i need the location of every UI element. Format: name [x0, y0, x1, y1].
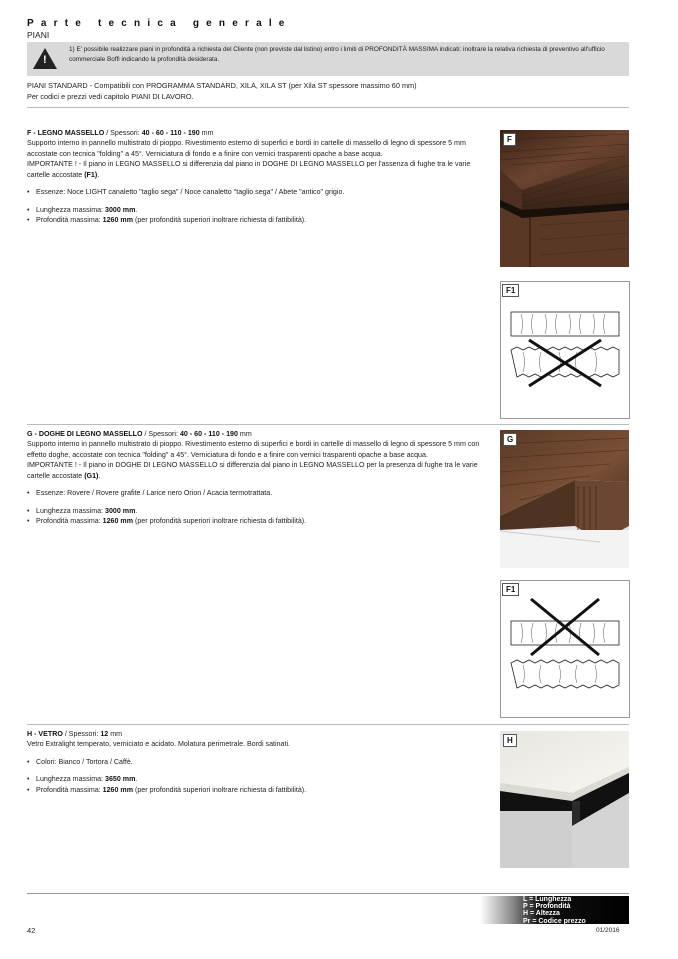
photo-legno-massello: [500, 130, 629, 267]
notice-box: [27, 42, 629, 76]
section-f-essences: • Essenze: Noce LIGHT canaletto "taglio sega" / Noce canaletto "taglio sega" / Abete "antico" grigio.: [27, 187, 492, 197]
divider: [27, 893, 629, 894]
standard-line-2: Per codici e prezzi vedi capitolo PIANI DI LAVORO.: [27, 91, 194, 101]
section-h-colors: • Colori: Bianco / Tortora / Caffè.: [27, 757, 492, 767]
board-section-diagram: [501, 282, 629, 418]
notice-text: 1) E' possibile realizzare piani in profondità a richiesta del Cliente (non previste dal listino) entro i limiti di PROFONDITÀ MASSIMA indicati: inoltrare la relativa richiesta di preventivo all'ufficio commerciale Boffi indicando la profondità desiderata.: [69, 46, 605, 63]
section-h-description: Vetro Extralight temperato, verniciato e acidato. Molatura perimetrale. Bordi satinati.: [27, 740, 290, 749]
walnut-worktop-image: [500, 130, 629, 267]
legend-h: H = Altezza: [523, 910, 560, 918]
section-g: [27, 429, 492, 527]
section-f-depth: • Profondità massima: 1260 mm (per profondità superiori inoltrare richiesta di fattibilità).: [27, 215, 492, 225]
section-h-length: • Lunghezza massima: 3650 mm.: [27, 774, 492, 784]
section-g-length: • Lunghezza massima: 3000 mm.: [27, 506, 492, 516]
legend-pr: Pr = Codice prezzo: [523, 917, 586, 925]
oak-worktop-image: [500, 430, 629, 568]
section-f-important: IMPORTANTE ! - Il piano in LEGNO MASSELLO si differenzia dal piano in DOGHE DI LEGNO MASSELLO per l'assenza di fughe tra le varie cartelle accostate (F1).: [27, 160, 471, 179]
page-subtitle: PIANI: [27, 30, 50, 40]
section-g-depth: • Profondità massima: 1260 mm (per profondità superiori inoltrare richiesta di fattibilità).: [27, 516, 492, 526]
divider: [27, 424, 629, 425]
section-g-description: Supporto interno in pannello multistrato di pioppo. Rivestimento esterno di superfici e bordi in cartelle di massello di legno di spessore 5 mm con effetto doghe, accostate con tecnica "folding" a 45°. Verniciatura di fondo e a finire con vernici trasparenti opache a base acqua.: [27, 440, 480, 459]
section-f: [27, 128, 492, 226]
exclamation-icon: !: [43, 54, 47, 66]
edition-date: 01/2016: [596, 927, 620, 934]
divider: [27, 107, 629, 108]
section-f-description: Supporto interno in pannello multistrato di pioppo. Rivestimento esterno di superfici e bordi in cartelle di massello di legno di spessore 5 mm accostate con tecnica "folding" a 45°. Verniciatura di fondo e a finire con vernici trasparenti opache a base acqua.: [27, 139, 466, 158]
legend-text: [523, 896, 586, 925]
diagram-g1: [500, 580, 630, 718]
legend-l: L = Lunghezza: [523, 896, 572, 903]
page-title: Parte tecnica generale: [27, 18, 292, 29]
section-f-length: • Lunghezza massima: 3000 mm.: [27, 205, 492, 215]
section-h-heading: H - VETRO / Spessori: 12 mm: [27, 730, 123, 738]
section-g-essences: • Essenze: Rovere / Rovere grafite / Larice nero Orion / Acacia termotrattata.: [27, 488, 492, 498]
section-g-heading: G - DOGHE DI LEGNO MASSELLO / Spessori: 40 - 60 - 110 - 190 mm: [27, 430, 252, 438]
section-h: [27, 729, 492, 795]
diagram-tag-g: F1: [502, 583, 519, 596]
photo-tag-h: H: [503, 734, 517, 747]
photo-tag-f: F: [503, 133, 516, 146]
divider: [27, 724, 629, 725]
photo-doghe-legno: [500, 430, 629, 568]
section-g-important: IMPORTANTE ! - Il piano in DOGHE DI LEGNO MASSELLO si differenzia dal piano in LEGNO MASSELLO per la presenza di fughe tra le varie cartelle accostate (G1).: [27, 461, 478, 480]
section-f-heading: F - LEGNO MASSELLO / Spessori: 40 - 60 - 110 - 190 mm: [27, 129, 214, 137]
section-h-depth: • Profondità massima: 1260 mm (per profondità superiori inoltrare richiesta di fattibilità).: [27, 785, 492, 795]
diagram-tag-f1: F1: [502, 284, 519, 297]
photo-vetro: [500, 731, 629, 868]
legend-box: [480, 896, 629, 924]
photo-tag-g: G: [503, 433, 517, 446]
standard-info: [27, 81, 627, 102]
legend-p: P = Profondità: [523, 903, 571, 911]
glass-worktop-image: [500, 731, 629, 868]
diagram-f1: [500, 281, 630, 419]
standard-line-1: PIANI STANDARD - Compatibili con PROGRAMMA STANDARD, XILA, XILA ST (per Xila ST spessore massimo 60 mm): [27, 81, 417, 90]
page-number: 42: [27, 926, 36, 935]
board-section-diagram: [501, 581, 629, 717]
